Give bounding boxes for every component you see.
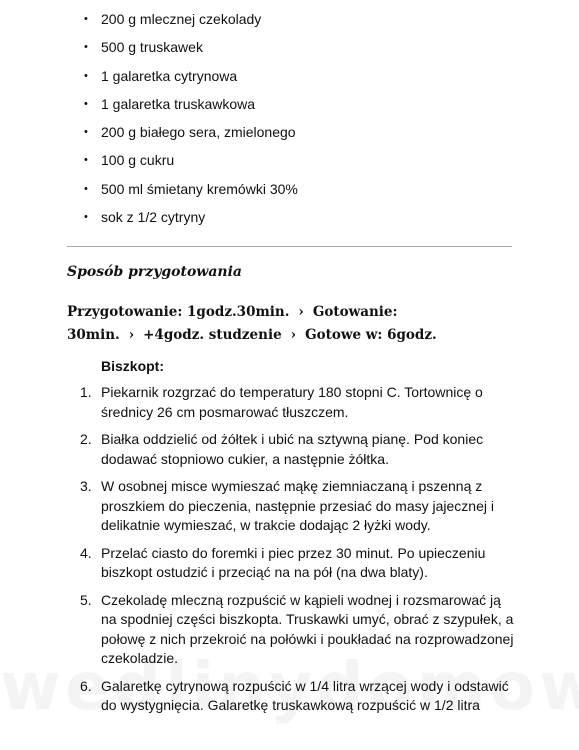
list-item xyxy=(84,180,298,208)
cooking-label: Gotowanie: xyxy=(312,304,398,320)
separator-icon: › xyxy=(290,327,297,343)
bullet-icon: • xyxy=(84,154,88,167)
cooling-time: +4godz. studzenie xyxy=(143,327,282,343)
ingredient-text: sok z 1/2 cytryny xyxy=(101,209,206,226)
cooking-time: 30min. xyxy=(67,327,120,343)
step-text: Przelać ciasto do foremki i piec przez 30 minut. Po upieczeniu biszkopt ostudzić i przeciąć na na pół (na dwa blaty). xyxy=(101,544,486,580)
bullet-icon: • xyxy=(84,211,88,224)
bullet-icon: • xyxy=(84,182,88,195)
divider xyxy=(67,246,512,247)
ingredient-text: 200 g białego sera, zmielonego xyxy=(101,124,296,141)
step-text: W osobnej misce wymieszać mąkę ziemniaczaną i pszenną z proszkiem do pieczenia, następnie przesiać do masy jajecznej i delikatnie wymieszać, w trakcie dodając 2 łyżki wody. xyxy=(101,478,494,533)
list-item xyxy=(84,151,298,179)
ingredient-text: 200 g mlecznej czekolady xyxy=(101,11,262,27)
step-number: 2. xyxy=(80,431,92,447)
ingredient-text: 1 galaretka truskawkowa xyxy=(101,95,256,112)
list-item xyxy=(84,67,298,95)
ingredient-text: 1 galaretka cytrynowa xyxy=(101,67,238,84)
prep-time: Przygotowanie: 1godz.30min. xyxy=(67,304,290,320)
separator-icon: › xyxy=(128,327,135,343)
list-item xyxy=(84,10,298,38)
steps-list xyxy=(80,383,520,724)
bullet-icon: • xyxy=(84,97,88,110)
ingredient-text: 500 ml śmietany kremówki 30% xyxy=(101,180,298,197)
step-number: 1. xyxy=(80,384,92,400)
step-item xyxy=(80,591,520,669)
section-title: Sposób przygotowania xyxy=(67,264,242,280)
list-item xyxy=(84,208,298,236)
list-item xyxy=(84,38,298,66)
subsection-title: Biszkopt: xyxy=(101,358,164,374)
step-number: 3. xyxy=(80,478,92,494)
step-number: 5. xyxy=(80,591,92,608)
step-text: Galaretkę cytrynową rozpuścić w 1/4 litra wrzącej wody i odstawić do wystygnięcia. Galaretkę truskawkową rozpuścić w 1/2 litra xyxy=(101,677,509,713)
list-item xyxy=(84,123,298,151)
step-number: 6. xyxy=(80,677,92,694)
list-item xyxy=(84,95,298,123)
step-item xyxy=(80,544,520,583)
separator-icon: › xyxy=(298,304,304,320)
ingredient-text: 100 g cukru xyxy=(101,152,175,169)
bullet-icon: • xyxy=(84,13,88,25)
total-time: Gotowe w: 6godz. xyxy=(305,327,437,343)
step-text: Piekarnik rozgrzać do temperatury 180 stopni C. Tortownicę o średnicy 26 cm posmarować tłuszczem. xyxy=(101,384,483,420)
timing-info xyxy=(67,301,497,347)
bullet-icon: • xyxy=(84,126,88,139)
bullet-icon: • xyxy=(84,41,88,54)
step-number: 4. xyxy=(80,544,92,561)
step-text: Czekoladę mleczną rozpuścić w kąpieli wodnej i rozsmarować ją na spodniej części biszkopta. Truskawki umyć, obrać z szypułek, a połowę z nich przekroić na połówki i poukładać na rozprowadzonej czekoladzie. xyxy=(101,591,514,666)
step-item xyxy=(80,477,520,536)
ingredient-text: 500 g truskawek xyxy=(101,39,203,56)
step-item xyxy=(80,383,520,422)
ingredients-list xyxy=(84,10,298,236)
step-item xyxy=(80,430,520,469)
step-item xyxy=(80,677,520,716)
bullet-icon: • xyxy=(84,69,88,82)
step-text: Białka oddzielić od żółtek i ubić na sztywną pianę. Pod koniec dodawać stopniowo cukier, a następnie żółtka. xyxy=(101,431,484,467)
